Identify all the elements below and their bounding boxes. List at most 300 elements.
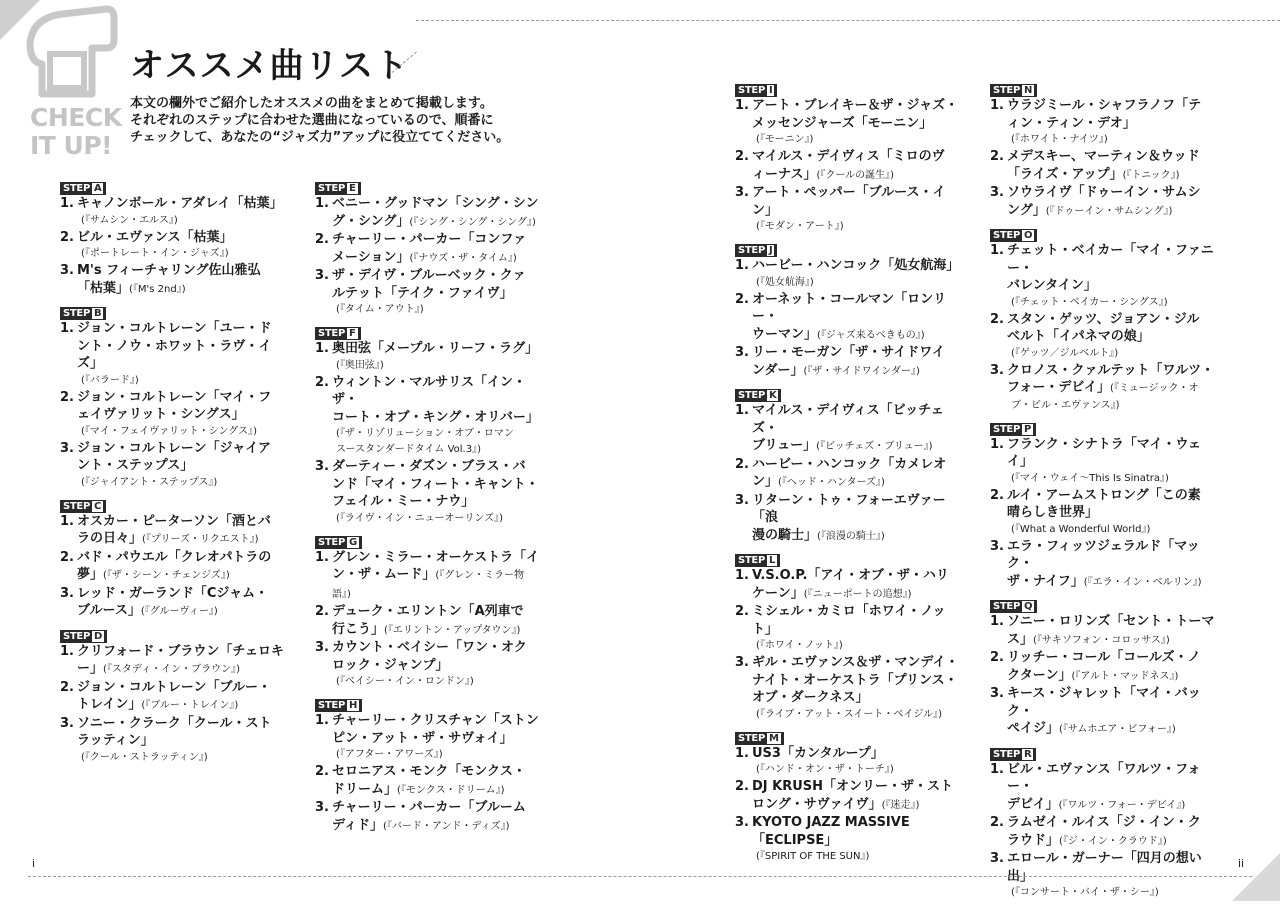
album-name: (『ベイシー・イン・ロンドン』): [336, 676, 474, 687]
song-number: 3.: [990, 538, 1004, 554]
song-number: 1.: [315, 713, 329, 728]
song-title: クリフォード・ブラウン「チェロキ: [77, 643, 284, 659]
song-title: ウーマン」: [752, 326, 818, 342]
song-text: [752, 344, 961, 380]
page-number-left: i: [32, 857, 36, 870]
song-line: [1007, 613, 1216, 631]
step-word: STEP: [63, 500, 90, 512]
step-badge: [990, 229, 1037, 242]
step-letter: O: [1023, 230, 1033, 241]
song-title: チャーリー・パーカー「ブルーム: [332, 800, 526, 815]
album-name: (『ハンド・オン・ザ・トーチ』): [756, 764, 894, 775]
song-item: [735, 778, 961, 814]
song-item: [990, 538, 1216, 592]
step-badge: [60, 500, 106, 513]
step-word: STEP: [993, 601, 1020, 612]
song-title: グレン・ミラー・オーケストラ「イ: [332, 549, 540, 565]
step-badge: [60, 307, 106, 320]
step-letter: F: [348, 328, 356, 339]
song-number: 3.: [735, 345, 749, 360]
song-number: 1.: [990, 436, 1004, 452]
album-name: (『ワルツ・フォー・デビイ』): [1058, 799, 1186, 811]
song-line: [77, 389, 286, 407]
song-number: 1.: [735, 745, 749, 761]
song-title: ギル・エヴァンス＆ザ・マンデイ・: [752, 655, 959, 670]
song-text: [1007, 487, 1216, 538]
song-line: [752, 689, 961, 707]
song-line: [77, 679, 286, 697]
song-title: キャノンボール・アダレイ「枯葉」: [77, 196, 283, 211]
song-title: フォー・デビイ」: [1007, 380, 1110, 395]
song-title: ロング・サヴァイヴ」: [752, 796, 882, 812]
song-line: [332, 549, 541, 567]
song-text: [332, 231, 541, 267]
column-1: [60, 176, 286, 769]
song-item: [735, 97, 961, 148]
album-name: (『モンクス・ドリーム』): [397, 784, 505, 796]
album-name: (『モーニン』): [756, 134, 814, 145]
page-number-right: ii: [1238, 857, 1245, 870]
step-section: [990, 594, 1216, 739]
song-item: [315, 763, 541, 799]
song-title: M's フィーチャリング佐山雅弘: [77, 263, 261, 278]
song-item: [990, 487, 1216, 538]
song-line: [752, 567, 961, 585]
song-line: [332, 249, 541, 268]
song-text: [1007, 242, 1216, 311]
song-line: [1007, 115, 1216, 133]
song-title: ンダー」: [752, 362, 804, 378]
song-line: [332, 621, 541, 640]
album-name: (『トニック』): [1122, 169, 1180, 181]
song-text: [1007, 184, 1216, 220]
song-number: 2.: [315, 374, 329, 390]
song-line: [752, 437, 961, 456]
step-letter: L: [768, 555, 776, 566]
song-title: 晴らしき世界」: [1007, 505, 1099, 520]
song-line: [1007, 814, 1216, 832]
album-name: (『チェット・ベイカー・シングス』): [1011, 296, 1168, 308]
album-name: (『処女航海』): [756, 276, 814, 288]
song-item: [315, 340, 541, 374]
song-line: [1007, 573, 1216, 592]
step-letter: H: [348, 700, 358, 711]
song-text: [332, 195, 541, 231]
song-title: ンド「マイ・フィート・キャント・: [332, 476, 539, 492]
song-title: ルイ・アームストロング「この素: [1007, 487, 1201, 503]
song-line: [752, 148, 961, 166]
song-item: [60, 389, 286, 440]
album-name: (『コンサート・バイ・ザ・シー』): [1011, 887, 1159, 898]
step-word: STEP: [318, 536, 345, 548]
song-number: 3.: [990, 185, 1004, 200]
step-badge: [315, 536, 362, 549]
step-word: STEP: [993, 423, 1020, 435]
song-number: 1.: [315, 549, 329, 565]
song-text: [752, 291, 961, 345]
album-name: (『ヘッド・ハンターズ』): [778, 477, 885, 488]
song-line: [752, 585, 961, 604]
album-name: ブ・ビル・エヴァンス』): [1011, 399, 1120, 411]
step-badge: [735, 554, 780, 567]
song-text: [752, 603, 961, 654]
album-name: (『クールの誕生』): [816, 169, 895, 181]
song-item: [990, 97, 1216, 148]
song-text: [332, 374, 541, 459]
song-text: [752, 654, 961, 723]
song-line: [752, 745, 961, 763]
album-name: (『ナウズ・ザ・タイム』): [409, 252, 517, 264]
step-section: [315, 530, 541, 691]
song-line: [332, 267, 541, 285]
song-title: ウィントン・マルサリス「イン・ザ・: [332, 374, 526, 407]
song-number: 3.: [315, 800, 329, 815]
song-text: [332, 267, 541, 318]
song-line: [332, 763, 541, 781]
song-text: [332, 799, 541, 835]
song-line: [77, 715, 286, 733]
song-number: 3.: [315, 268, 329, 283]
song-number: 3.: [315, 640, 329, 655]
step-word: STEP: [738, 245, 765, 256]
song-line: [77, 406, 286, 424]
song-text: [77, 262, 286, 298]
song-title: ラウド」: [1007, 832, 1060, 848]
song-item: [990, 436, 1216, 487]
song-title: メーション」: [332, 249, 410, 265]
album-name: (『サムホエア・ビフォー』): [1059, 724, 1176, 735]
song-line: [332, 799, 541, 817]
song-title: デューク・エリントン「A列車で: [332, 604, 524, 619]
song-item: [60, 195, 286, 229]
song-line: [1007, 538, 1216, 573]
song-item: [735, 814, 961, 865]
song-line: [77, 530, 286, 549]
song-text: [752, 778, 961, 814]
song-title: エロール・ガーナー「四月の想い出」: [1007, 851, 1202, 884]
song-title: ン」: [752, 474, 779, 489]
song-number: 1.: [735, 403, 749, 418]
song-line: [332, 639, 541, 657]
song-text: [332, 603, 541, 639]
song-item: [990, 184, 1216, 220]
song-item: [735, 148, 961, 184]
song-number: 2.: [735, 779, 749, 794]
song-number: 3.: [315, 459, 329, 474]
song-number: 2.: [735, 149, 749, 164]
step-section: [990, 417, 1216, 592]
song-line: [332, 493, 541, 511]
song-text: [77, 715, 286, 766]
step-badge: [735, 84, 777, 97]
song-title: ジョン・コルトレーン「ブルー・: [77, 679, 271, 695]
step-word: STEP: [738, 555, 765, 566]
song-line: [77, 320, 286, 338]
song-line: [1007, 184, 1216, 202]
song-line: [77, 440, 286, 458]
step-badge: [315, 327, 361, 340]
song-title: トレイン」: [77, 697, 142, 712]
song-item: [735, 291, 961, 345]
song-item: [60, 549, 286, 585]
album-name: (『ジャズ来るべきもの』): [817, 329, 925, 341]
song-title: ベニー・グッドマン「シング・シン: [332, 196, 539, 211]
song-title: V.S.O.P.「アイ・オブ・ザ・ハリ: [752, 568, 949, 583]
song-text: [77, 320, 286, 389]
step-section: [60, 494, 286, 621]
step-badge: [735, 244, 777, 257]
song-number: 1.: [990, 614, 1004, 629]
album-name: (『アルト・マッドネス』): [1071, 670, 1179, 682]
album-name: (『ライブ・アット・スイート・ベイジル』): [756, 708, 943, 720]
step-section: [735, 78, 961, 235]
song-text: [77, 643, 286, 679]
song-title: ラッティン」: [77, 733, 154, 748]
song-line: [752, 97, 961, 115]
song-text: [1007, 97, 1216, 148]
song-title: ルテット「テイク・ファイヴ」: [332, 285, 513, 301]
check-it-up-logo: CHECK IT UP!: [30, 103, 122, 160]
step-badge: [315, 699, 362, 712]
song-line: [77, 660, 286, 679]
song-title: US3「カンタループ」: [752, 745, 884, 761]
song-number: 2.: [990, 487, 1004, 503]
album-name: (『サムシン・エルス』): [81, 214, 178, 226]
song-item: [990, 649, 1216, 685]
song-line: [77, 643, 286, 661]
song-line: [752, 456, 961, 474]
album-name: (『奥田弦』): [336, 359, 384, 371]
album-name: (『ブルー・トレイン』): [141, 700, 239, 711]
song-line: [752, 344, 961, 362]
song-number: 1.: [735, 98, 749, 113]
step-badge: [60, 182, 106, 195]
step-section: [735, 726, 961, 866]
song-title: ミシェル・カミロ「ホワイ・ノット」: [752, 604, 946, 637]
song-item: [990, 613, 1216, 649]
album-name: (『ライヴ・イン・ニューオーリンズ』): [336, 512, 504, 524]
song-title: ザ・ナイフ」: [1007, 573, 1084, 589]
song-title: ング」: [1007, 202, 1046, 218]
song-number: 2.: [315, 232, 329, 247]
album-name: (『迷走』): [881, 799, 920, 811]
song-title: アート・ペッパー「ブルース・イン」: [752, 185, 946, 218]
song-text: [1007, 148, 1216, 184]
song-item: [735, 654, 961, 723]
step-section: [990, 742, 1216, 902]
song-title: フェイル・ミー・ナウ」: [332, 494, 475, 509]
step-section: [315, 321, 541, 527]
song-item: [315, 639, 541, 690]
song-line: [752, 796, 961, 815]
song-title: ント・ステップス」: [77, 458, 194, 473]
song-title: キース・ジャレット「マイ・バック・: [1007, 686, 1201, 719]
step-badge: [990, 600, 1037, 613]
step-badge: [990, 84, 1037, 97]
song-item: [990, 311, 1216, 362]
song-line: [332, 712, 541, 730]
album-name: (『マイ・フェイヴァリット・シングス』): [81, 425, 258, 437]
song-line: [332, 458, 541, 476]
song-title: アート・ブレイキー＆ザ・ジャズ・: [752, 98, 959, 113]
song-line: [1007, 720, 1216, 739]
song-title: ピン・アット・ザ・サヴォイ」: [332, 730, 513, 746]
song-title: エラ・フィッツジェラルド「マック・: [1007, 538, 1200, 571]
song-title: クターン」: [1007, 667, 1072, 683]
song-item: [315, 712, 541, 763]
song-line: [77, 195, 286, 213]
song-line: [752, 291, 961, 326]
song-item: [60, 229, 286, 263]
song-title: フランク・シナトラ「マイ・ウェイ」: [1007, 436, 1201, 469]
page-title: オススメ曲リスト: [130, 46, 409, 86]
song-line: [332, 657, 541, 675]
song-item: [60, 643, 286, 679]
song-item: [315, 799, 541, 835]
song-line: [1007, 362, 1216, 380]
song-title: バレンタイン」: [1007, 278, 1097, 293]
song-text: [752, 257, 961, 291]
song-number: 1.: [60, 196, 74, 211]
song-title: ン・ザ・ムード」: [332, 567, 436, 582]
song-line: [752, 814, 961, 849]
song-title: バド・パウエル「クレオパトラの: [77, 549, 272, 565]
song-title: ビル・エヴァンス「ワルツ・フォー・: [1007, 761, 1201, 794]
intro-text: 本文の欄外でご紹介したオススメの曲をまとめて掲載します。 それぞれのステップに合わせた選曲になっているので、順番に チェックして、あなたの“ジャズ力”アップに役立ててください。: [130, 96, 510, 145]
song-title: ザ・デイヴ・ブルーベック・クァ: [332, 268, 526, 283]
song-number: 2.: [990, 650, 1004, 665]
step-letter: N: [1023, 85, 1033, 96]
song-item: [990, 362, 1216, 414]
song-number: 1.: [60, 321, 74, 336]
song-line: [77, 280, 286, 299]
album-name: (『ザ・リゾリューション・オブ・ロマン: [336, 428, 514, 439]
song-text: [1007, 685, 1216, 739]
song-line: [1007, 796, 1216, 815]
step-letter: I: [768, 85, 773, 96]
song-title: 「ライズ・アップ」: [1007, 166, 1123, 182]
column-4: [990, 78, 1216, 904]
song-item: [315, 195, 541, 231]
column-2: [315, 176, 541, 838]
song-number: 1.: [735, 258, 749, 273]
song-title: セロニアス・モンク「モンクス・: [332, 764, 526, 779]
song-text: [332, 458, 541, 527]
song-title: リッチー・コール「コールズ・ノ: [1007, 650, 1201, 665]
song-line: [752, 166, 961, 185]
song-number: 3.: [60, 263, 74, 278]
song-item: [990, 148, 1216, 184]
song-title: マイルス・デイヴィス「ビッチェズ・: [752, 403, 944, 436]
song-item: [990, 814, 1216, 850]
step-word: STEP: [63, 308, 90, 319]
song-line: [752, 115, 961, 133]
album-name: (『ニューポートの追想』): [803, 588, 912, 600]
song-title: スタン・ゲッツ、ジョアン・ジル: [1007, 311, 1200, 327]
song-text: [77, 229, 286, 263]
song-title: ロック・ジャンプ」: [332, 657, 449, 673]
song-item: [60, 585, 286, 621]
song-line: [1007, 166, 1216, 185]
song-item: [990, 761, 1216, 815]
song-title: ー」: [77, 661, 104, 676]
song-item: [60, 440, 286, 491]
step-letter: K: [768, 390, 777, 401]
song-line: [752, 672, 961, 690]
song-text: [752, 492, 961, 546]
song-title: ハービー・ハンコック「処女航海」: [752, 258, 960, 273]
song-title: ラムゼイ・ルイス「ジ・イン・ク: [1007, 815, 1201, 830]
step-badge: [990, 423, 1036, 436]
album-name: (『プリーズ・リクエスト』): [142, 534, 259, 545]
song-text: [77, 585, 286, 621]
song-number: 1.: [60, 513, 74, 529]
song-text: [1007, 761, 1216, 815]
step-letter: D: [93, 630, 102, 642]
song-line: [77, 229, 286, 247]
song-item: [735, 492, 961, 546]
song-item: [315, 374, 541, 459]
album-name: (『ホワイト・ナイツ』): [1011, 134, 1108, 145]
song-text: [1007, 814, 1216, 850]
song-line: [332, 781, 541, 800]
album-name: (『グレン・ミラー物語』): [332, 570, 525, 600]
song-title: デビイ」: [1007, 796, 1059, 812]
song-title: メデスキー、マーティン＆ウッド: [1007, 149, 1200, 164]
song-line: [752, 257, 961, 275]
song-number: 3.: [60, 715, 74, 731]
album-name: (『マイ・ウェイ～This Is Sinatra』): [1011, 472, 1169, 484]
step-section: [315, 176, 541, 318]
step-word: STEP: [318, 700, 345, 711]
song-item: [735, 344, 961, 380]
song-line: [332, 195, 541, 213]
step-section: [990, 223, 1216, 414]
song-title: ベルト「イパネマの娘」: [1007, 329, 1150, 344]
song-line: [752, 326, 961, 345]
song-title: ペイジ」: [1007, 721, 1060, 736]
song-line: [1007, 148, 1216, 166]
song-line: [1007, 667, 1216, 686]
song-title: ソニー・ロリンズ「セント・トーマ: [1007, 614, 1215, 629]
song-line: [1007, 631, 1216, 650]
song-line: [1007, 277, 1216, 295]
step-word: STEP: [738, 732, 765, 744]
song-number: 2.: [315, 604, 329, 619]
song-number: 2.: [315, 764, 329, 779]
song-line: [752, 402, 961, 437]
song-number: 3.: [735, 492, 749, 508]
album-name: (『バード・アンド・ディズ』): [382, 820, 510, 832]
song-text: [332, 340, 541, 374]
album-name: (『ドゥーイン・サムシング』): [1045, 205, 1173, 217]
song-item: [735, 567, 961, 603]
album-name: (『クール・ストラッティン』): [81, 751, 208, 763]
song-title: チャーリー・クリスチャン「ストン: [332, 713, 539, 728]
song-line: [77, 602, 286, 621]
step-section: [315, 693, 541, 835]
song-number: 1.: [735, 568, 749, 583]
song-text: [1007, 362, 1216, 414]
song-title: ィン・ティン・デオ」: [1007, 115, 1136, 131]
song-number: 1.: [990, 98, 1004, 113]
step-word: STEP: [993, 748, 1020, 760]
album-name: (『ポートレート・イン・ジャズ』): [81, 248, 229, 259]
song-text: [332, 639, 541, 690]
song-line: [332, 231, 541, 249]
song-line: [332, 730, 541, 748]
song-item: [990, 685, 1216, 739]
